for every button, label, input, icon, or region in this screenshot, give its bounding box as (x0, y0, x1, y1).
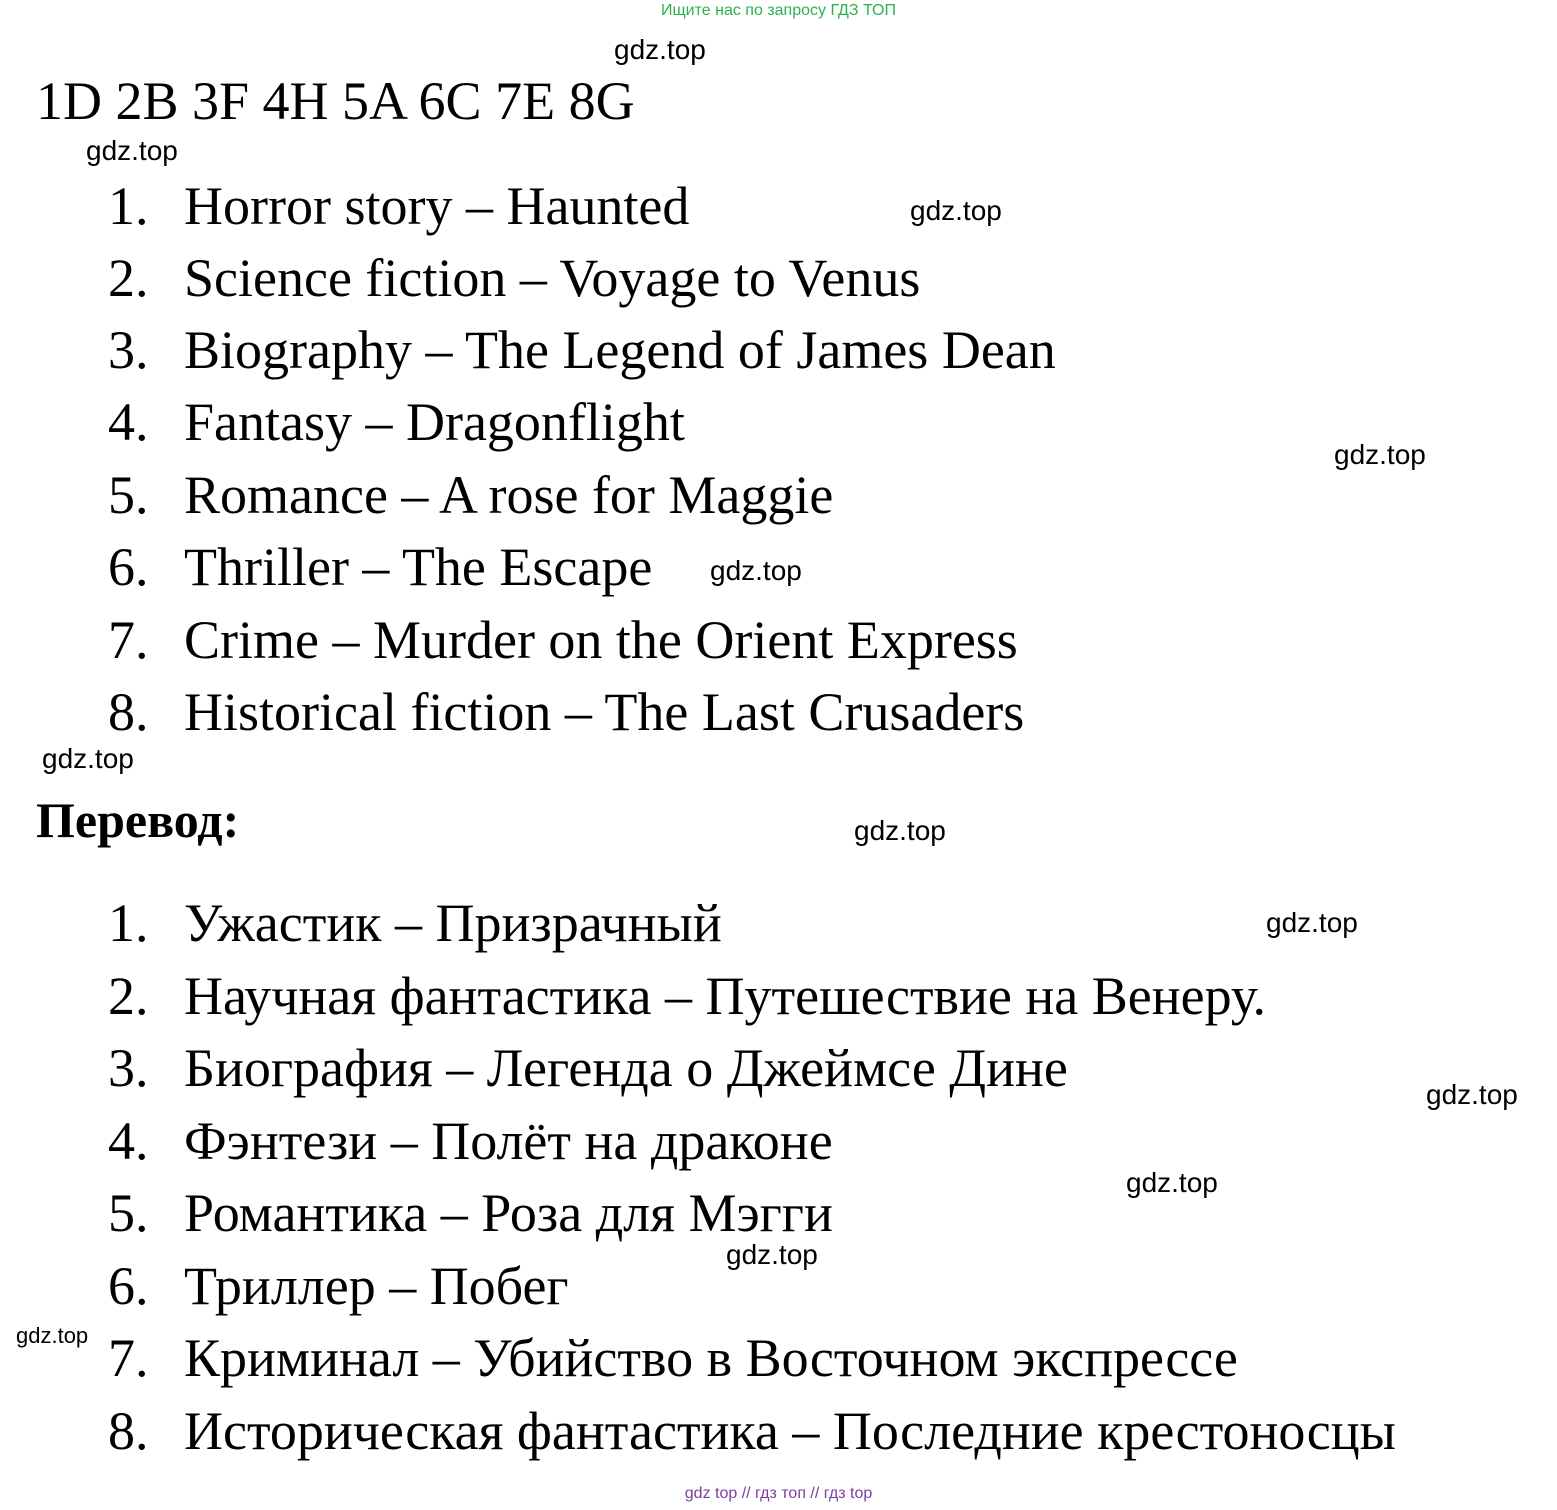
item-text: Триллер – Побег (184, 1256, 569, 1316)
item-number: 1. (108, 176, 149, 236)
bottom-banner: gdz top // гдз топ // гдз top (684, 1485, 873, 1502)
item-text: Thriller – The Escape (184, 537, 653, 597)
item-number: 8. (108, 1401, 149, 1461)
item-number: 7. (108, 610, 149, 670)
watermark: gdz.top (1426, 1079, 1518, 1110)
item-text: Biography – The Legend of James Dean (184, 320, 1056, 380)
item-number: 7. (108, 1328, 149, 1388)
watermark: gdz.top (910, 195, 1002, 226)
watermark: gdz.top (710, 555, 802, 586)
item-number: 8. (108, 682, 149, 742)
translation-heading: Перевод: (36, 792, 240, 848)
watermark: gdz.top (726, 1239, 818, 1270)
item-text: Историческая фантастика – Последние крестоносцы (184, 1401, 1396, 1461)
item-text: Romance – A rose for Maggie (184, 465, 834, 525)
item-text: Романтика – Роза для Мэгги (184, 1183, 833, 1243)
item-number: 5. (108, 465, 149, 525)
item-text: Научная фантастика – Путешествие на Венеру. (184, 966, 1267, 1026)
watermark: gdz.top (16, 1323, 89, 1348)
item-text: Фэнтези – Полёт на драконе (184, 1111, 833, 1171)
watermark: gdz.top (614, 34, 706, 65)
item-number: 2. (108, 248, 149, 308)
item-number: 4. (108, 392, 149, 452)
watermark: gdz.top (854, 815, 946, 846)
watermark: gdz.top (86, 135, 178, 166)
item-number: 4. (108, 1111, 149, 1171)
item-text: Crime – Murder on the Orient Express (184, 610, 1018, 670)
watermark: gdz.top (1126, 1167, 1218, 1198)
item-number: 1. (108, 893, 149, 953)
item-text: Ужастик – Призрачный (184, 893, 722, 953)
item-number: 5. (108, 1183, 149, 1243)
watermark: gdz.top (1266, 907, 1358, 938)
item-text: Horror story – Haunted (184, 176, 690, 236)
item-number: 6. (108, 1256, 149, 1316)
item-number: 2. (108, 966, 149, 1026)
item-number: 3. (108, 1038, 149, 1098)
item-text: Historical fiction – The Last Crusaders (184, 682, 1025, 742)
item-number: 6. (108, 537, 149, 597)
item-number: 3. (108, 320, 149, 380)
item-text: Science fiction – Voyage to Venus (184, 248, 921, 308)
watermark: gdz.top (1334, 439, 1426, 470)
item-text: Биография – Легенда о Джеймсе Дине (184, 1038, 1068, 1098)
answer-key: 1D 2B 3F 4H 5A 6C 7E 8G (36, 71, 635, 131)
top-banner: Ищите нас по запросу ГДЗ ТОП (661, 2, 896, 19)
item-text: Криминал – Убийство в Восточном экспрессе (184, 1328, 1238, 1388)
watermark: gdz.top (42, 743, 134, 774)
item-text: Fantasy – Dragonflight (184, 392, 685, 452)
